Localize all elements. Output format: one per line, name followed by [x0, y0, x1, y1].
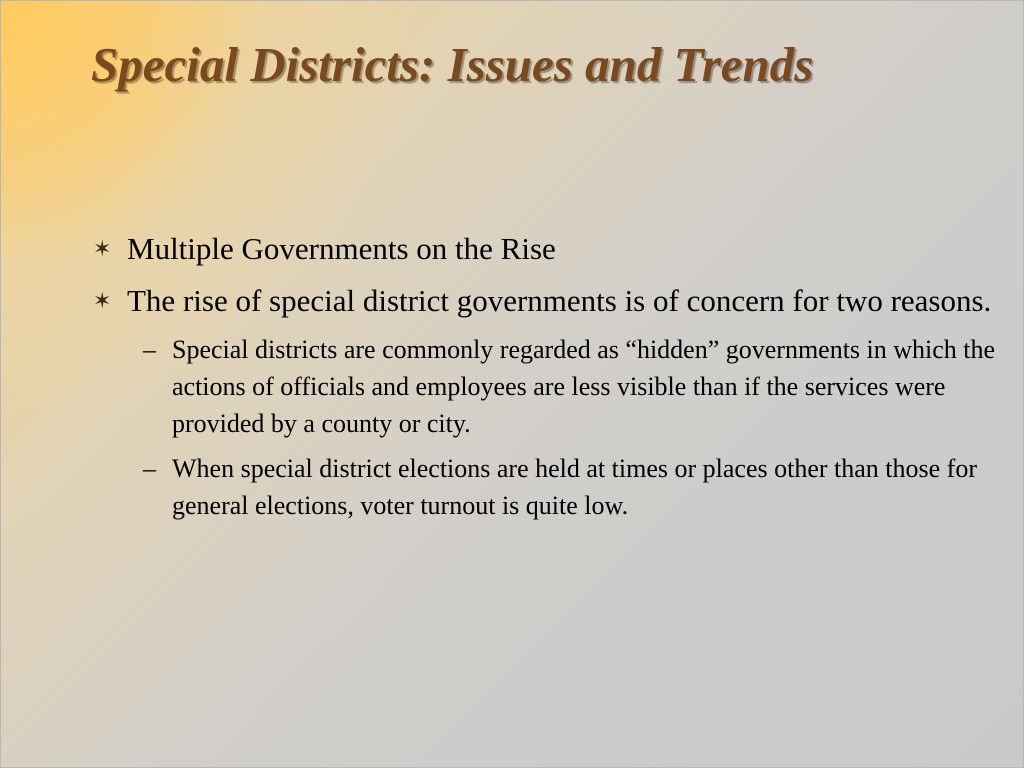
bullet-text: The rise of special district governments is of concern for two reasons. — [127, 283, 992, 318]
dash-icon: – — [143, 335, 156, 364]
slide-body — [93, 227, 1013, 532]
sub-bullet-item — [93, 331, 1022, 442]
sub-bullet-list — [93, 331, 1013, 524]
sub-bullet-text: Special districts are commonly regarded as “hidden” governments in which the actions of officials and employees are less visible than if the services were provided by a county or city. — [172, 335, 996, 438]
bullet-item — [93, 279, 1013, 322]
dash-icon: – — [143, 454, 156, 483]
bullet-item — [93, 227, 1013, 270]
bullet-list — [93, 227, 1013, 322]
sub-bullet-item — [93, 450, 1022, 524]
star-icon: ✶ — [93, 288, 112, 313]
sub-bullet-text: When special district elections are held at times or places other than those for general elections, voter turnout is quite low. — [172, 454, 977, 520]
bullet-text: Multiple Governments on the Rise — [127, 231, 556, 266]
star-icon: ✶ — [93, 236, 112, 261]
slide-title: Special Districts: Issues and Trends — [91, 37, 814, 92]
